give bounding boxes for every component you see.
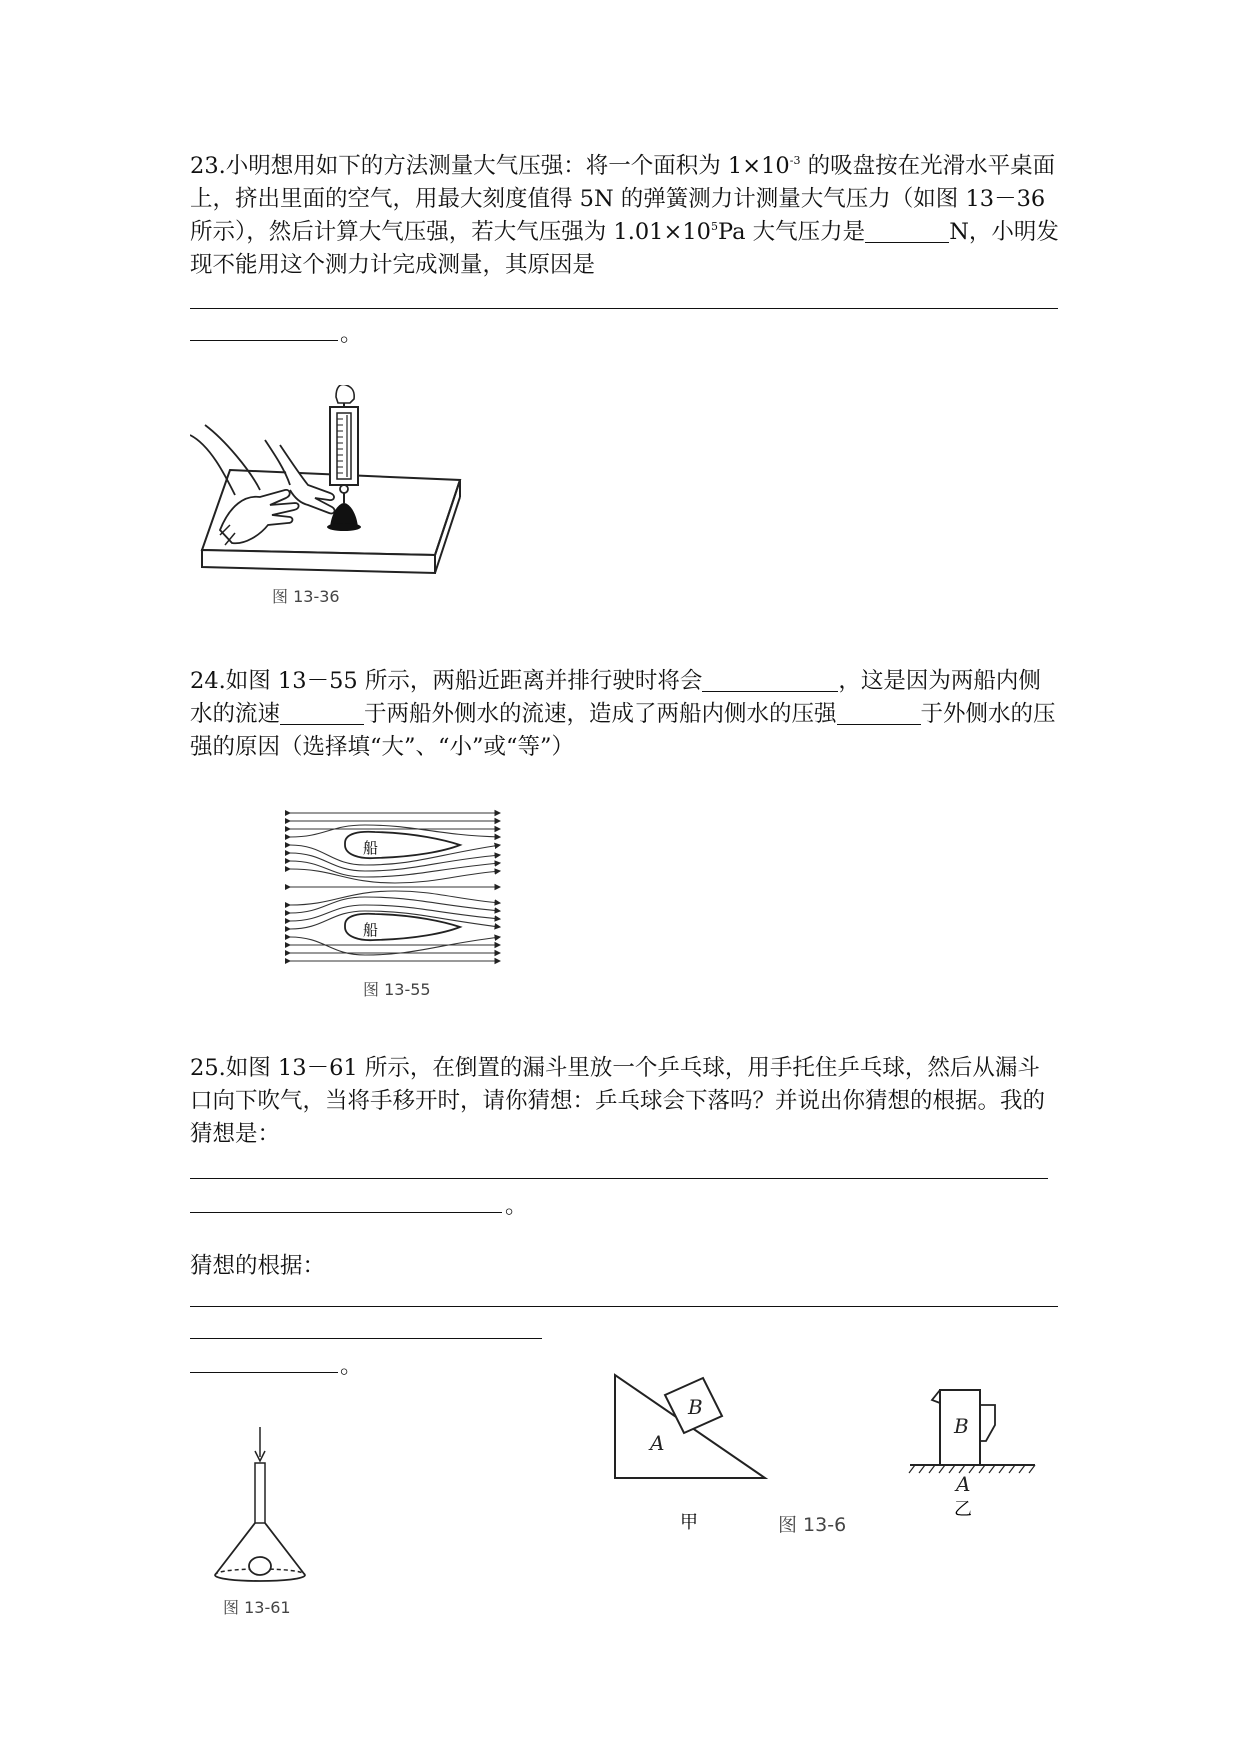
sub-figure-jia-label: 甲 [680,1512,698,1533]
question-25-text: 25.如图 13－61 所示，在倒置的漏斗里放一个乒乓球，用手托住乒乓球，然后从漏斗口向下吹气，当将手移开时，请你猜想：乒乓球会下落吗？并说出你猜想的根据。我的猜想是： [190,1055,1046,1147]
answer-line-reason[interactable] [190,308,1058,309]
answer-line-guess[interactable] [190,1178,1048,1179]
sub-figure-yi-label: 乙 [954,1499,972,1520]
figure-13-6-caption: 图 13-6 [778,1514,847,1536]
figure-13-36-caption: 图 13-36 [272,587,340,606]
answer-line-basis-end[interactable] [190,1372,338,1373]
answer-line-reason-end[interactable] [190,340,338,341]
boat-label-top: 船 [363,839,379,857]
answer-line-basis-2[interactable] [190,1338,542,1339]
answer-blank-pressure[interactable] [837,700,921,725]
answer-blank-speed[interactable] [280,700,364,725]
figure-13-55-caption: 图 13-55 [363,980,431,999]
figure-13-61-funnel [205,1425,335,1625]
answer-line-guess-end[interactable] [190,1212,502,1213]
question-24-text: 24.如图 13－55 所示，两船近距离并排行驶时将会 ，这是因为两船内侧水的流速 于两船外侧水的流速，造成了两船内侧水的压强 于外侧水的压强的原因（选择填“大”、“小”或“等”） [190,668,1056,760]
figure-13-6-jia-incline [610,1370,785,1540]
cup-b-label: B [954,1414,969,1438]
boat-label-bottom: 船 [363,921,379,939]
figure-13-61-caption: 图 13-61 [223,1598,291,1617]
figure-13-55-boats [285,805,515,1010]
end-mark: 。 [505,1193,528,1219]
end-mark: 。 [340,321,363,347]
end-mark: 。 [340,1353,363,1379]
answer-blank-force[interactable] [865,218,949,243]
answer-line-basis[interactable] [190,1306,1058,1307]
figure-13-6-yi-cup [900,1385,1050,1525]
block-b-label: B [688,1395,703,1419]
basis-label: 猜想的根据： [190,1253,326,1279]
figure-13-36-spring-scale [190,385,490,625]
wedge-a-label: A [650,1431,665,1455]
table-a-label: A [956,1472,971,1496]
answer-blank-boats[interactable] [702,667,838,692]
question-23-text: 23.小明想用如下的方法测量大气压强：将一个面积为 $1\times 10^{-3}$ 的吸盘按在光滑水平桌面上，挤出里面的空气，用最大刻度值得 5N 的弹簧测力计测量大气压力（如图 13－36 所示），然后计算大气压强，若大气压强为 $1.01\times 10^5Pa$ 大气压力是 N，小明发现不能用这个测力计完成测量，其原因是 [190,153,1059,278]
